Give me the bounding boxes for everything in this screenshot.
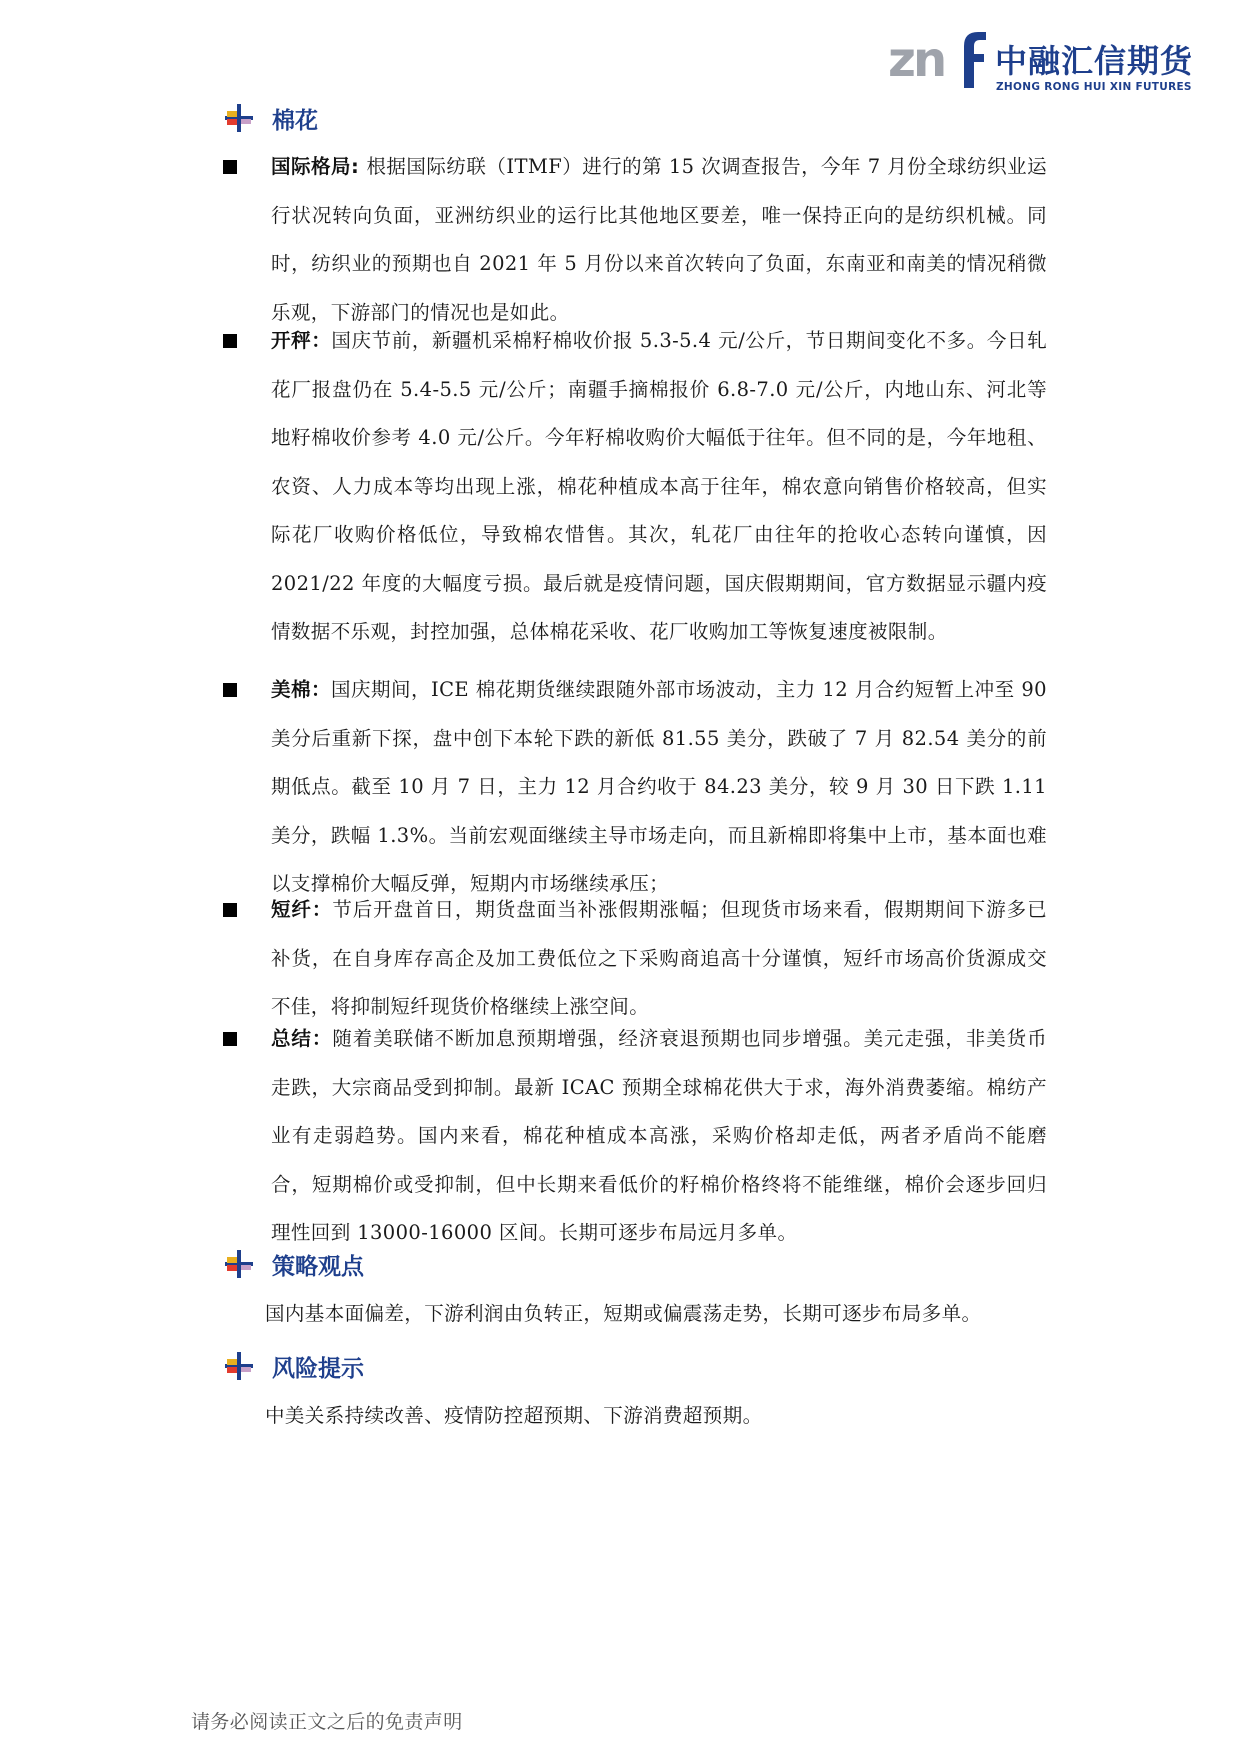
bullet-square-icon [223,334,237,348]
section-heading-risk [224,1346,364,1386]
bullet-paragraph-summary: 总结：随着美联储不断加息预期增强，经济衰退预期也同步增强。美元走强，非美货币走跌，大宗商品受到抑制。最新 ICAC 预期全球棉花供大于求，海外消费萎缩。棉纺产业有走弱趋势。国内来看，棉花种植成本高涨，采购价格却走低，两者矛盾尚不能磨合，短期棉价或受抑制，但中长期来看低价的籽棉价格终将不能维继，棉价会逐步回归理性回到 13000-16000 区间。长期可逐步布局远月多单。 [271,1027,1047,1244]
section-marker-icon [224,1249,254,1279]
bullet-label: 短纤 [271,898,312,921]
section-marker-icon [224,103,254,133]
company-name-cn: 中融汇信期货 [995,42,1194,80]
footer-disclaimer: 请务必阅读正文之后的免责声明 [191,1711,463,1733]
section-marker-icon [224,1351,254,1381]
section-title: 风险提示 [272,1355,364,1382]
bullet-square-icon [223,683,237,697]
strategy-text: 国内基本面偏差，下游利润由负转正，短期或偏震荡走势，长期可逐步布局多单。 [265,1302,982,1325]
bullet-label: 开秤 [271,329,312,352]
section-title: 策略观点 [272,1253,364,1280]
bullet-text: 根据国际纺联（ITMF）进行的第 15 次调查报告，今年 7 月份全球纺织业运行状况转向负面，亚洲纺织业的运行比其他地区要差，唯一保持正向的是纺织机械。同时，纺织业的预期也自 2021 年 5 月份以来首次转向了负面，东南亚和南美的情况稍微乐观，下游部门的情况也是如此。 [271,155,1048,324]
risk-text: 中美关系持续改善、疫情防控超预期、下游消费超预期。 [265,1404,763,1427]
bullet-text: 国庆期间，ICE 棉花期货继续跟随外部市场波动，主力 12 月合约短暂上冲至 90 美分后重新下探，盘中创下本轮下跌的新低 81.55 美分，跌破了 7 月 82.54 美分的前期低点。截至 10 月 7 日，主力 12 月合约收于 84.23 美分，较 9 月 30 日下跌 1.11 美分，跌幅 1.3%。当前宏观面继续主导市场走向，而且新棉即将集中上市，基本面也难以支撑棉价大幅反弹，短期内市场继续承压； [271,678,1047,895]
bullet-paragraph-staple-fiber: 短纤：节后开盘首日，期货盘面当补涨假期涨幅；但现货市场来看，假期期间下游多已补货，在自身库存高企及加工费低位之下采购商追高十分谨慎，短纤市场高价货源成交不佳，将抑制短纤现货价格继续上涨空间。 [271,898,1047,1018]
company-name-en: ZHONG RONG HUI XIN FUTURES [996,81,1192,93]
section-title: 棉花 [272,107,318,134]
bullet-square-icon [223,1032,237,1046]
bullet-text: 节后开盘首日，期货盘面当补涨假期涨幅；但现货市场来看，假期期间下游多已补货，在自身库存高企及加工费低位之下采购商追高十分谨慎，短纤市场高价货源成交不佳，将抑制短纤现货价格继续上涨空间。 [271,898,1047,1018]
bullet-label: 美棉 [271,678,311,701]
bullet-paragraph-international: 国际格局: 根据国际纺联（ITMF）进行的第 15 次调查报告，今年 7 月份全球纺织业运行状况转向负面，亚洲纺织业的运行比其他地区要差，唯一保持正向的是纺织机械。同时，纺织业的预期也自 2021 年 5 月份以来首次转向了负面，东南亚和南美的情况稍微乐观，下游部门的情况也是如此。 [271,155,1048,324]
bullet-square-icon [223,160,237,174]
bullet-paragraph-opening: 开秤：国庆节前，新疆机采棉籽棉收价报 5.3-5.4 元/公斤，节日期间变化不多。今日轧花厂报盘仍在 5.4-5.5 元/公斤；南疆手摘棉报价 6.8-7.0 元/公斤，内地山东、河北等地籽棉收价参考 4.0 元/公斤。今年籽棉收购价大幅低于往年。但不同的是，今年地租、农资、人力成本等均出现上涨，棉花种植成本高于往年，棉农意向销售价格较高，但实际花厂收购价格低位，导致棉农惜售。其次，轧花厂由往年的抢收心态转向谨慎，因 2021/22 年度的大幅度亏损。最后就是疫情问题，国庆假期期间，官方数据显示疆内疫情数据不乐观，封控加强，总体棉花采收、花厂收购加工等恢复速度被限制。 [271,329,1047,643]
section-heading-cotton [224,98,318,138]
bullet-paragraph-us-cotton: 美棉：国庆期间，ICE 棉花期货继续跟随外部市场波动，主力 12 月合约短暂上冲至 90 美分后重新下探，盘中创下本轮下跌的新低 81.55 美分，跌破了 7 月 82.54 美分的前期低点。截至 10 月 7 日，主力 12 月合约收于 84.23 美分，较 9 月 30 日下跌 1.11 美分，跌幅 1.3%。当前宏观面继续主导市场走向，而且新棉即将集中上市，基本面也难以支撑棉价大幅反弹，短期内市场继续承压； [271,678,1047,895]
bullet-label: 国际格局 [271,155,351,178]
bullet-text: 随着美联储不断加息预期增强，经济衰退预期也同步增强。美元走强，非美货币走跌，大宗商品受到抑制。最新 ICAC 预期全球棉花供大于求，海外消费萎缩。棉纺产业有走弱趋势。国内来看，棉花种植成本高涨，采购价格却走低，两者矛盾尚不能磨合，短期棉价或受抑制，但中长期来看低价的籽棉价格终将不能维继，棉价会逐步回归理性回到 13000-16000 区间。长期可逐步布局远月多单。 [271,1027,1047,1244]
bullet-label: 总结 [271,1027,312,1050]
svg-text:zn: zn [888,32,945,88]
bullet-square-icon [223,903,237,917]
bullet-text: 国庆节前，新疆机采棉籽棉收价报 5.3-5.4 元/公斤，节日期间变化不多。今日轧花厂报盘仍在 5.4-5.5 元/公斤；南疆手摘棉报价 6.8-7.0 元/公斤，内地山东、河北等地籽棉收价参考 4.0 元/公斤。今年籽棉收购价大幅低于往年。但不同的是，今年地租、农资、人力成本等均出现上涨，棉花种植成本高于往年，棉农意向销售价格较高，但实际花厂收购价格低位，导致棉农惜售。其次，轧花厂由往年的抢收心态转向谨慎，因 2021/22 年度的大幅度亏损。最后就是疫情问题，国庆假期期间，官方数据显示疆内疫情数据不乐观，封控加强，总体棉花采收、花厂收购加工等恢复速度被限制。 [271,329,1047,643]
section-heading-strategy [224,1244,364,1284]
